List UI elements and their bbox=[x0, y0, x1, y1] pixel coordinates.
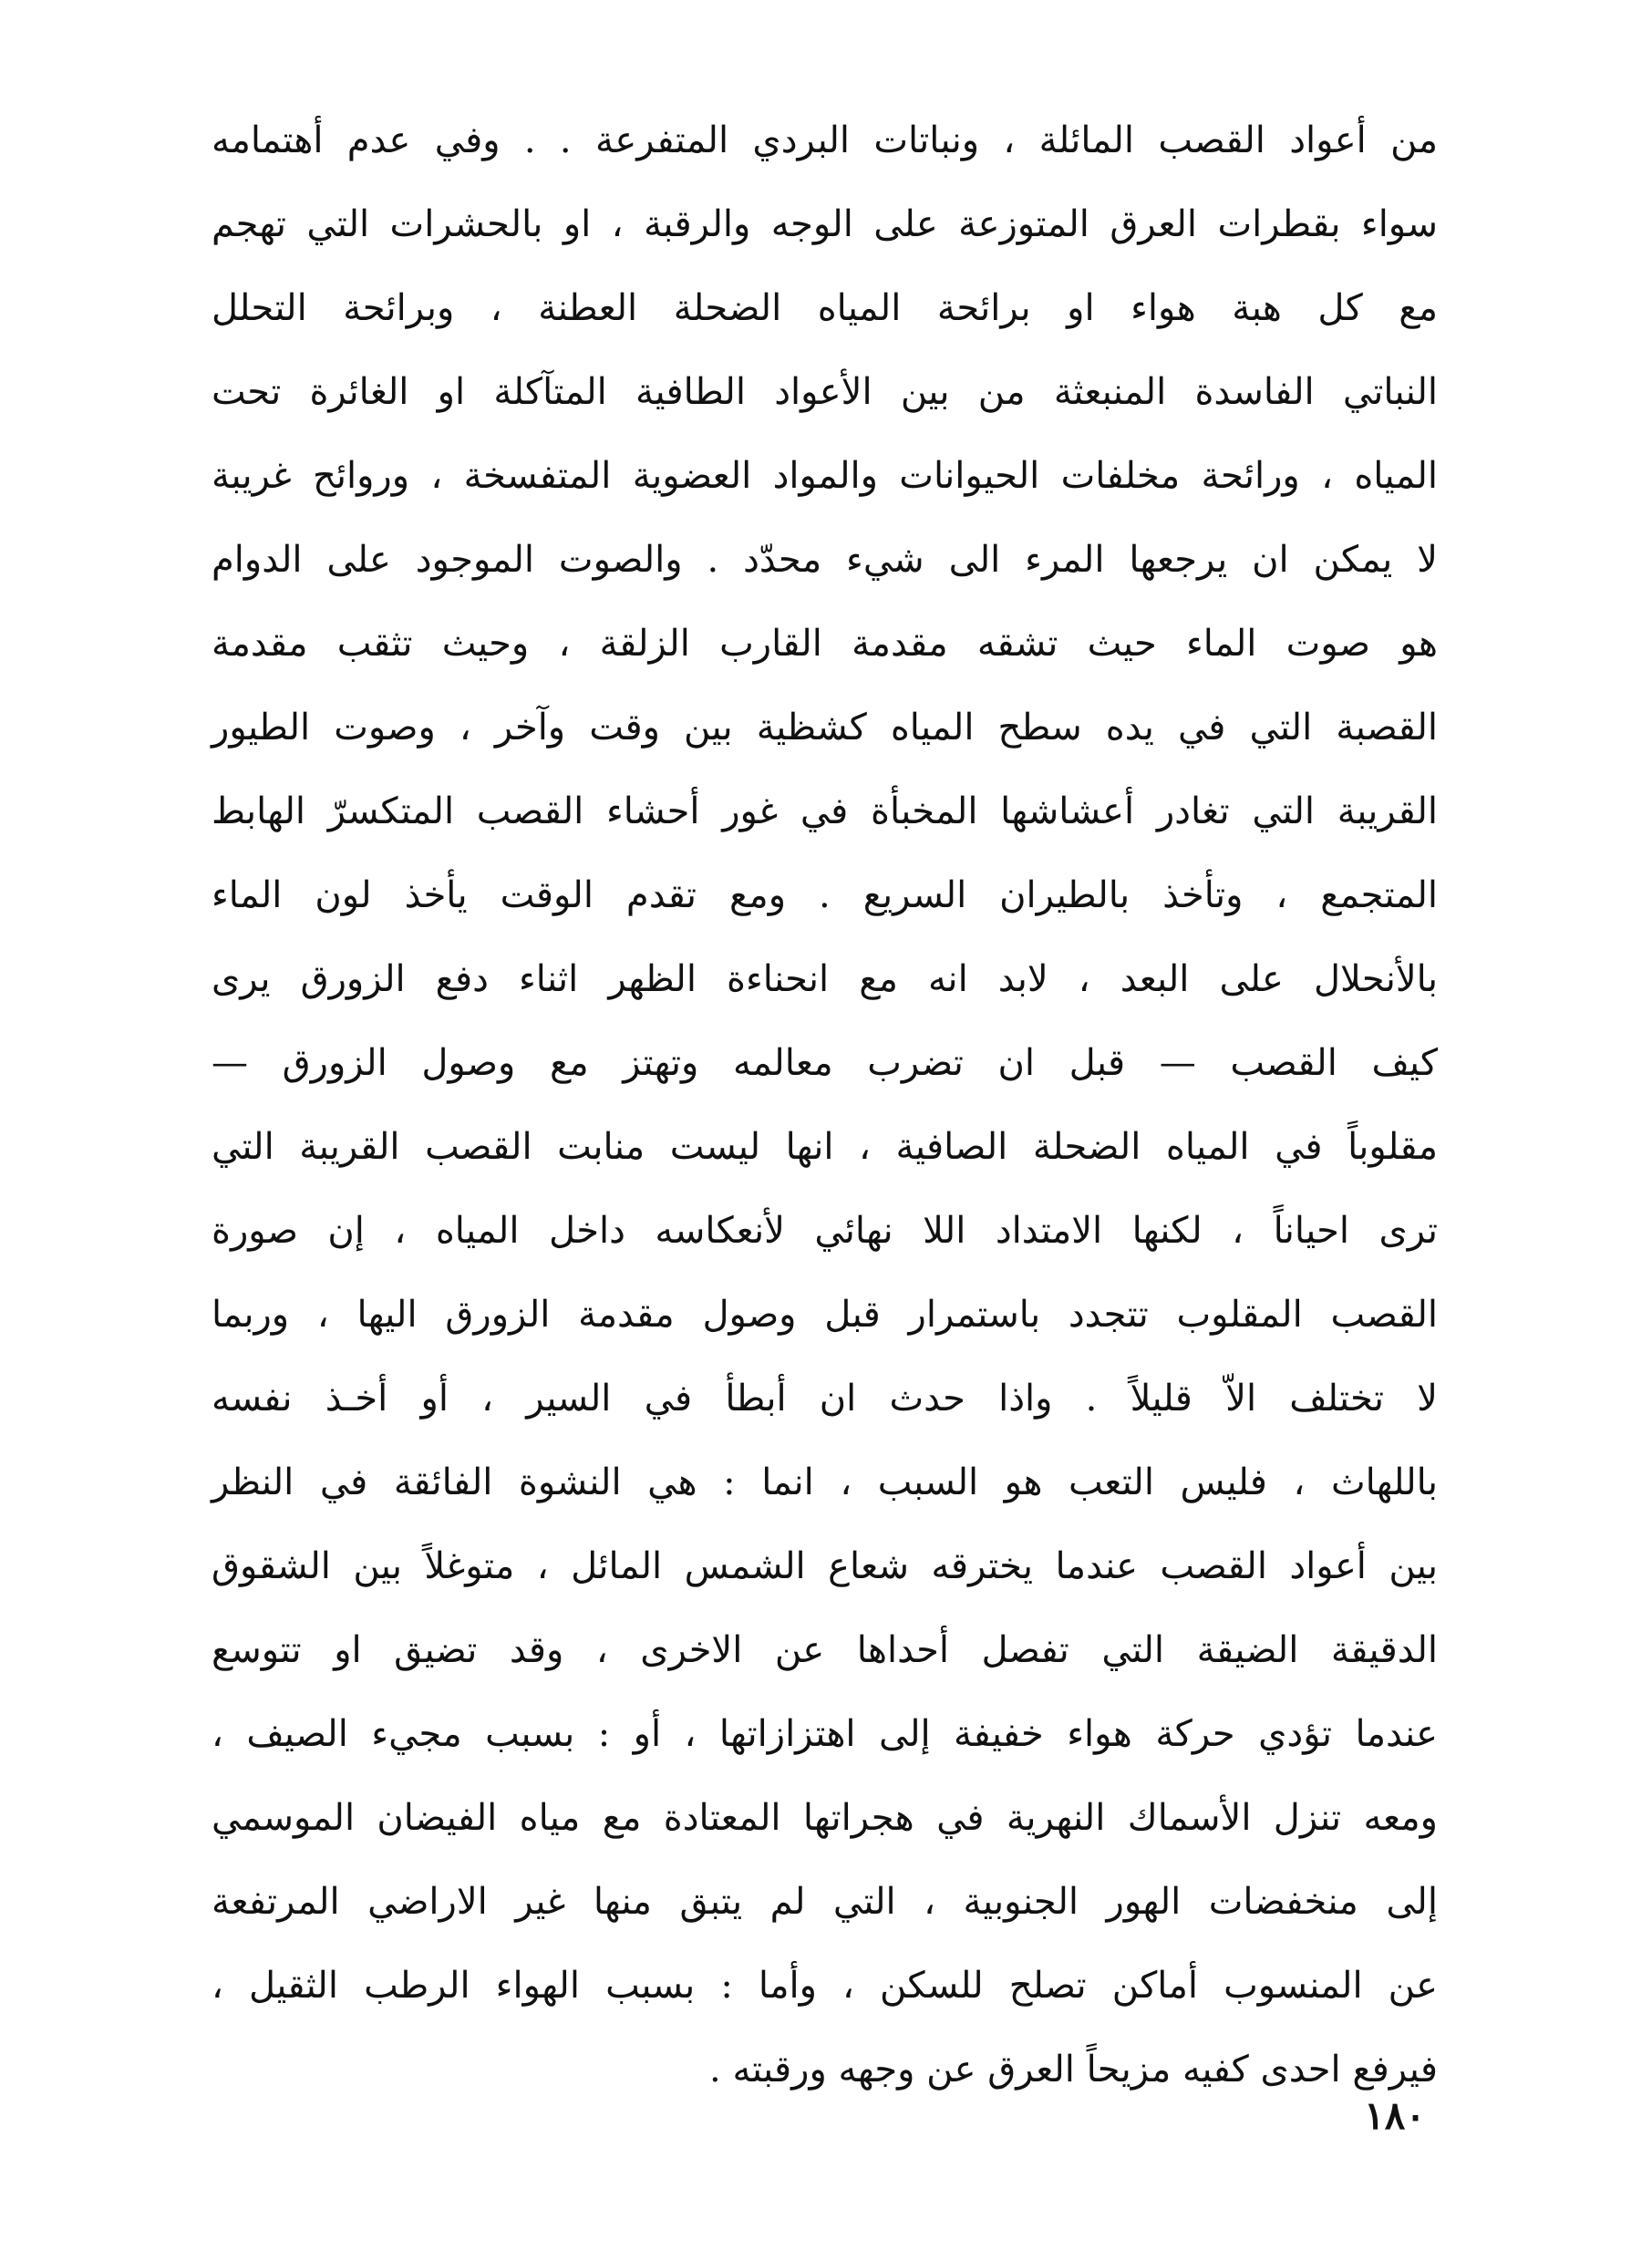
text-line: باللهاث ، فليس التعب هو السبب ، انما : هي النشوة الفائقة في النظر bbox=[212, 1461, 1438, 1503]
page-number: ١٨٠ bbox=[1364, 2093, 1426, 2138]
text-line: لا يمكن ان يرجعها المرء الى شيء محدّد . والصوت الموجود على الدوام bbox=[212, 539, 1438, 581]
text-line: بالأنحلال على البعد ، لابد انه مع انحناءة الظهر اثناء دفع الزورق يرى bbox=[212, 958, 1438, 1000]
text-line: عن المنسوب أماكن تصلح للسكن ، وأما : بسبب الهواء الرطب الثقيل ، bbox=[212, 1965, 1438, 2007]
text-line: المياه ، ورائحة مخلفات الحيوانات والمواد العضوية المتفسخة ، وروائح غريبة bbox=[212, 455, 1438, 497]
text-line: هو صوت الماء حيث تشقه مقدمة القارب الزلقة ، وحيث تثقب مقدمة bbox=[212, 623, 1438, 665]
text-line: من أعواد القصب المائلة ، ونباتات البردي المتفرعة . . وفي عدم أهتمامه bbox=[212, 119, 1438, 161]
text-line: ترى احياناً ، لكنها الامتداد اللا نهائي لأنعكاسه داخل المياه ، إن صورة bbox=[212, 1210, 1438, 1252]
text-line: فيرفع احدى كفيه مزيحاً العرق عن وجهه ورقبته . bbox=[709, 2049, 1438, 2091]
text-line: كيف القصب — قبل ان تضرب معالمه وتهتز مع وصول الزورق — bbox=[212, 1042, 1438, 1084]
text-line: عندما تؤدي حركة هواء خفيفة إلى اهتزازاتها ، أو : بسبب مجيء الصيف ، bbox=[212, 1713, 1438, 1755]
text-line: مقلوباً في المياه الضحلة الصافية ، انها ليست منابت القصب القريبة التي bbox=[212, 1126, 1438, 1168]
text-line: بين أعواد القصب عندما يخترقه شعاع الشمس المائل ، متوغلاً بين الشقوق bbox=[212, 1545, 1438, 1587]
text-line: ومعه تنزل الأسماك النهرية في هجراتها المعتادة مع مياه الفيضان الموسمي bbox=[212, 1797, 1438, 1839]
text-line: القصب المقلوب تتجدد باستمرار قبل وصول مقدمة الزورق اليها ، وربما bbox=[212, 1294, 1438, 1336]
text-line: لا تختلف الاّ قليلاً . واذا حدث ان أبطأ في السير ، أو أخـذ نفسه bbox=[212, 1378, 1438, 1420]
text-line: سواء بقطرات العرق المتوزعة على الوجه والرقبة ، او بالحشرات التي تهجم bbox=[212, 203, 1438, 245]
text-line: النباتي الفاسدة المنبعثة من بين الأعواد الطافية المتآكلة او الغائرة تحت bbox=[212, 371, 1438, 413]
text-line: إلى منخفضات الهور الجنوبية ، التي لم يتبق منها غير الاراضي المرتفعة bbox=[212, 1881, 1438, 1923]
text-line: مع كل هبة هواء او برائحة المياه الضحلة العطنة ، وبرائحة التحلل bbox=[212, 287, 1438, 329]
text-line: المتجمع ، وتأخذ بالطيران السريع . ومع تقدم الوقت يأخذ لون الماء bbox=[212, 874, 1438, 916]
text-line: الدقيقة الضيقة التي تفصل أحداها عن الاخرى ، وقد تضيق او تتوسع bbox=[212, 1629, 1438, 1671]
text-line: القصبة التي في يده سطح المياه كشظية بين وقت وآخر ، وصوت الطيور bbox=[212, 707, 1438, 749]
body-text bbox=[212, 98, 1438, 2111]
text-line: القريبة التي تغادر أعشاشها المخبأة في غور أحشاء القصب المتكسرّ الهابط bbox=[212, 790, 1438, 832]
